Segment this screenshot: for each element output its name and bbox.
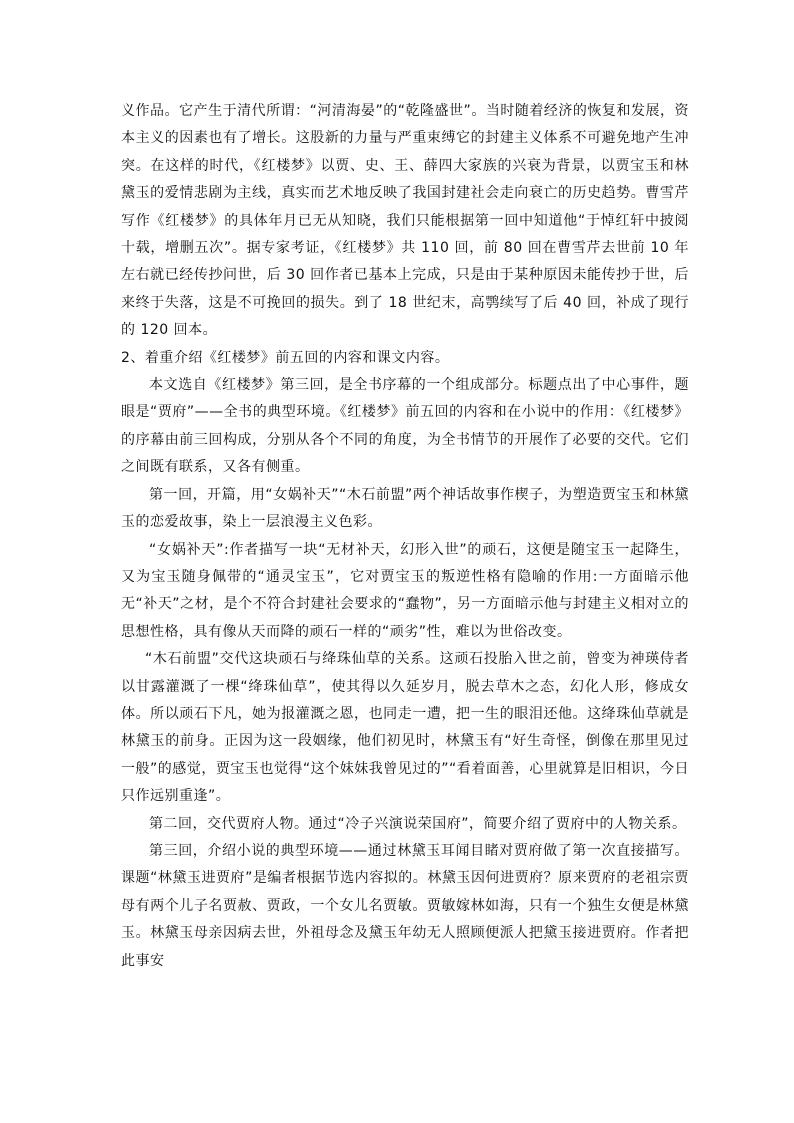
paragraph-text-source: 本文选自《红楼梦》第三回，是全书序幕的一个组成部分。标题点出了中心事件，题眼是“贾府”——全书的典型环境。《红楼梦》前五回的内容和在小说中的作用：《红楼梦》的序幕由前三回构成，分别从各个不同的角度，为全书情节的开展作了必要的交代。它们之间既有联系，又各有侧重。	[121, 377, 689, 476]
paragraph-chapter-two: 第二回，交代贾府人物。通过“冷子兴演说荣国府”，简要介绍了贾府中的人物关系。	[149, 815, 687, 832]
paragraph-chapter-one: 第一回，开篇，用“女娲补天”“木石前盟”两个神话故事作楔子，为塑造贾宝玉和林黛玉的恋爱故事，染上一层浪漫主义色彩。	[121, 486, 689, 531]
paragraph-chapter-three: 第三回，介绍小说的典型环境——通过林黛玉耳闻目睹对贾府做了第一次直接描写。课题“林黛玉进贾府”是编者根据节选内容拟的。林黛玉因何进贾府？原来贾府的老祖宗贾母有两个儿子名贾赦、贾政，一个女儿名贾敏。贾敏嫁林如海，只有一个独生女便是林黛玉。林黛玉母亲因病去世，外祖母念及黛玉年幼无人照顾便派人把黛玉接进贾府。作者把此事安	[121, 842, 689, 969]
paragraph-background: 义作品。它产生于清代所谓：“河清海晏”的“乾隆盛世”。当时随着经济的恢复和发展，资本主义的因素也有了增长。这股新的力量与严重束缚它的封建主义体系不可避免地产生冲突。在这样的时代，《红楼梦》以贾、史、王、薛四大家族的兴衰为背景，以贾宝玉和林黛玉的爱情悲剧为主线，真实而艺术地反映了我国封建社会走向衰亡的历史趋势。曹雪芹写作《红楼梦》的具体年月已无从知晓，我们只能根据第一回中知道他“于悼红轩中披阅十载，增删五次”。据专家考证，《红楼梦》共 110 回，前 80 回在曹雪芹去世前 10 年左右就已经传抄问世，后 30 回作者已基本上完成，只是由于某种原因未能传抄于世，后来终于失落，这是不可挽回的损失。到了 18 世纪末，高鹗续写了后 40 回，补成了现行的 120 回本。	[121, 103, 689, 339]
paragraph-wood-stone-myth: “木石前盟”交代这块顽石与绛珠仙草的关系。这顽石投胎入世之前，曾变为神瑛侍者以甘露灌溉了一棵“绛珠仙草”，使其得以久延岁月，脱去草木之态，幻化人形，修成女体。所以顽石下凡，她为报灌溉之恩，也同走一遭，把一生的眼泪还他。这绛珠仙草就是林黛玉的前身。正因为这一段姻缘，他们初见时，林黛玉有“好生奇怪，倒像在那里见过一般”的感觉，贾宝玉也觉得“这个妹妹我曾见过的”“看着面善，心里就算是旧相识，今日只作远别重逢”。	[121, 651, 689, 805]
paragraph-nuwa-myth: “女娲补天”:作者描写一块“无材补天，幻形入世”的顽石，这便是随宝玉一起降生，又为宝玉随身佩带的“通灵宝玉”，它对贾宝玉的叛逆性格有隐喻的作用:一方面暗示他无“补天”之材，是个不符合封建社会要求的“蠢物”，另一方面暗示他与封建主义相对立的思想性格，具有像从天而降的顽石一样的“顽劣”性，难以为世俗改变。	[121, 541, 689, 640]
document-body	[121, 98, 689, 975]
section-heading-2: 2、着重介绍《红楼梦》前五回的内容和课文内容。	[121, 349, 450, 366]
